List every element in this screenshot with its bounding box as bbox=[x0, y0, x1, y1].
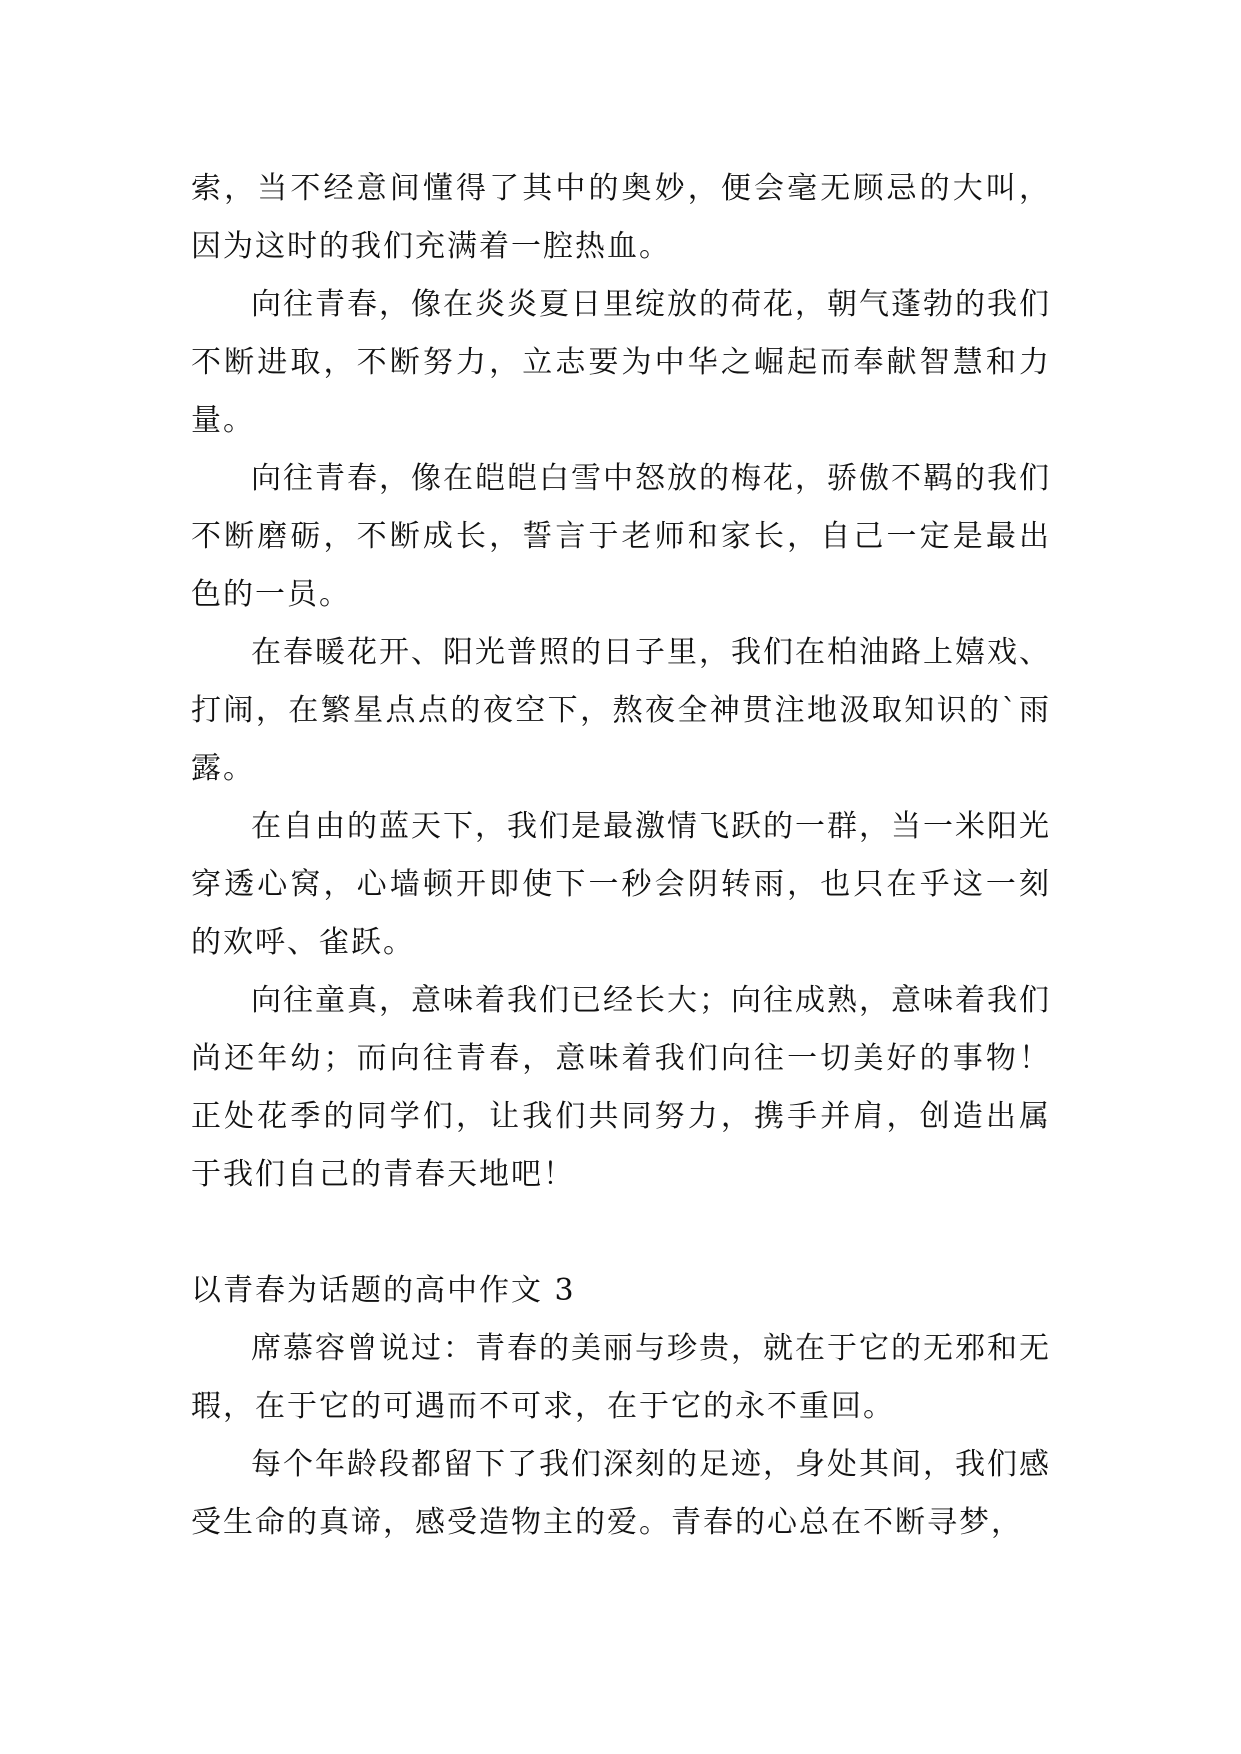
section-title: 以青春为话题的高中作文 3 bbox=[191, 1273, 576, 1308]
document-body bbox=[191, 160, 1051, 1552]
paragraph: 在春暖花开、阳光普照的日子里，我们在柏油路上嬉戏、打闹，在繁星点点的夜空下，熬夜全神贯注地汲取知识的`雨露。 bbox=[191, 635, 1051, 786]
paragraph: 向往青春，像在皑皑白雪中怒放的梅花，骄傲不羁的我们不断磨砺，不断成长，誓言于老师和家长，自己一定是最出色的一员。 bbox=[191, 461, 1051, 612]
paragraph: 每个年龄段都留下了我们深刻的足迹，身处其间，我们感受生命的真谛，感受造物主的爱。青春的心总在不断寻梦， bbox=[191, 1447, 1051, 1540]
paragraph: 席慕容曾说过：青春的美丽与珍贵，就在于它的无邪和无瑕，在于它的可遇而不可求，在于它的永不重回。 bbox=[191, 1331, 1051, 1424]
paragraph: 向往童真，意味着我们已经长大；向往成熟，意味着我们尚还年幼；而向往青春，意味着我们向往一切美好的事物！正处花季的同学们，让我们共同努力，携手并肩，创造出属于我们自己的青春天地吧！ bbox=[191, 983, 1051, 1192]
paragraph-continued: 索，当不经意间懂得了其中的奥妙，便会毫无顾忌的大叫，因为这时的我们充满着一腔热血。 bbox=[191, 171, 1051, 264]
paragraph: 在自由的蓝天下，我们是最激情飞跃的一群，当一米阳光穿透心窝，心墙顿开即使下一秒会阴转雨，也只在乎这一刻的欢呼、雀跃。 bbox=[191, 809, 1051, 960]
paragraph: 向往青春，像在炎炎夏日里绽放的荷花，朝气蓬勃的我们不断进取，不断努力，立志要为中华之崛起而奉献智慧和力量。 bbox=[191, 287, 1051, 438]
